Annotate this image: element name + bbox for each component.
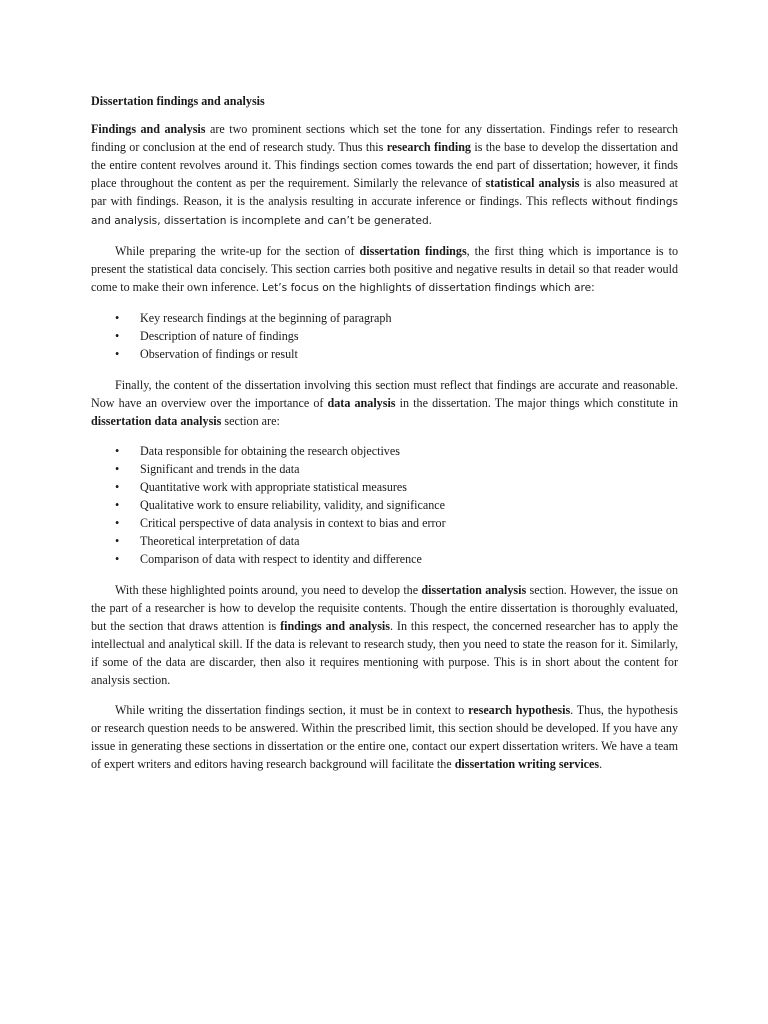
list-item (91, 345, 678, 363)
paragraph-conclusion (91, 701, 678, 773)
list-item-text: Critical perspective of data analysis in context to bias and error (140, 516, 446, 530)
list-item-text: Observation of findings or result (140, 347, 298, 361)
text-run: . (599, 757, 603, 771)
text-run: With these highlighted points around, you need to develop the (115, 583, 422, 597)
paragraph-development (91, 581, 678, 689)
list-item (91, 496, 678, 514)
list-item-text: Data responsible for obtaining the research objectives (140, 444, 400, 458)
bold-term: statistical analysis (485, 176, 580, 190)
list-item-text: Theoretical interpretation of data (140, 534, 300, 548)
document-page (91, 92, 678, 773)
bold-term: research finding (386, 140, 471, 154)
text-run: section are: (221, 414, 280, 428)
text-run: section. However, the issue on the part of a researcher is how to develop the requisite contents. Though the entire dissertation is thoroughly evaluated, but the section that draws attention is (91, 583, 678, 633)
text-run: is the base to develop the dissertation and the entire content revolves around it. This findings section comes towards the end part of dissertation; however, it finds place throughout the content as per the requirement. Similarly the relevance of (91, 140, 678, 190)
text-run: . In this respect, the concerned researcher has to apply the intellectual and analytical skill. If the data is relevant to research study, then you need to state the reason for it. Similarly, if some of the data are discarder, then also it requires mentioning with purpose. This is in short about the content for analysis section. (91, 619, 678, 687)
list-item (91, 460, 678, 478)
document-title: Dissertation findings and analysis (91, 94, 265, 108)
paragraph-findings (91, 242, 678, 297)
bold-term: dissertation writing services (454, 757, 600, 771)
text-run: are two prominent sections which set the tone for any dissertation. Findings refer to research finding or conclusion at the end of research study. Thus this (91, 122, 678, 154)
text-run: is also measured at par with findings. Reason, it is the analysis resulting in accurate inference or findings. This reflects (91, 176, 678, 208)
text-run: . Thus, the hypothesis or research question needs to be answered. Within the prescribed limit, this section should be developed. If you have any issue in generating these sections in dissertation or the entire one, contact our expert dissertation writers. We have a team of expert writers and editors having research background will facilitate the (91, 703, 678, 771)
text-run: in the dissertation. The major things which constitute in (395, 396, 678, 410)
text-run: , the first thing which is importance is to present the statistical data concisely. This section carries both positive and negative results in detail so that reader would come to make their own inference. (91, 244, 679, 294)
bold-term: findings and analysis (280, 619, 391, 633)
bullet-icon: • (115, 444, 120, 458)
list-item (91, 478, 678, 496)
list-item-text: Significant and trends in the data (140, 462, 300, 476)
bold-term: research hypothesis (468, 703, 571, 717)
bullet-icon: • (115, 480, 120, 494)
list-item (91, 532, 678, 550)
list-item-text: Qualitative work to ensure reliability, validity, and significance (140, 498, 446, 512)
bullet-icon: • (115, 347, 120, 361)
bullet-icon: • (115, 516, 120, 530)
paragraph-intro (91, 120, 678, 230)
bullet-icon: • (115, 534, 120, 548)
bullet-icon: • (115, 462, 120, 476)
text-run: : (591, 280, 595, 294)
list-item (91, 327, 678, 345)
list-item (91, 309, 678, 327)
bullet-icon: • (115, 498, 120, 512)
bullet-icon: • (115, 329, 120, 343)
bold-term: dissertation data analysis (91, 414, 222, 428)
bold-term: data analysis (327, 396, 396, 410)
list-item (91, 550, 678, 568)
list-item-text: Description of nature of findings (140, 329, 299, 343)
findings-highlights-list (91, 309, 678, 363)
bullet-icon: • (115, 552, 120, 566)
list-item (91, 514, 678, 532)
list-item-text: Quantitative work with appropriate statistical measures (140, 480, 407, 494)
alt-font-run: Let’s focus on the highlights of dissertation findings which are (261, 282, 592, 294)
bullet-icon: • (115, 311, 120, 325)
bold-term: dissertation findings (359, 244, 467, 258)
bold-term: dissertation analysis (421, 583, 527, 597)
text-run: While preparing the write-up for the section of (115, 244, 360, 258)
alt-font-run: without findings and analysis, dissertation is incomplete and can’t be generated (91, 196, 678, 227)
bold-term: Findings and analysis (91, 122, 206, 136)
data-analysis-list (91, 442, 678, 568)
text-run: Finally, the content of the dissertation involving this section must reflect that findings are accurate and reasonable. Now have an overview over the importance of (91, 378, 678, 410)
text-run: While writing the dissertation findings section, it must be in context to (115, 703, 469, 717)
text-run: . (428, 213, 432, 227)
list-item (91, 442, 678, 460)
list-item-text: Comparison of data with respect to identity and difference (140, 552, 422, 566)
list-item-text: Key research findings at the beginning of paragraph (140, 311, 392, 325)
paragraph-analysis (91, 376, 678, 430)
